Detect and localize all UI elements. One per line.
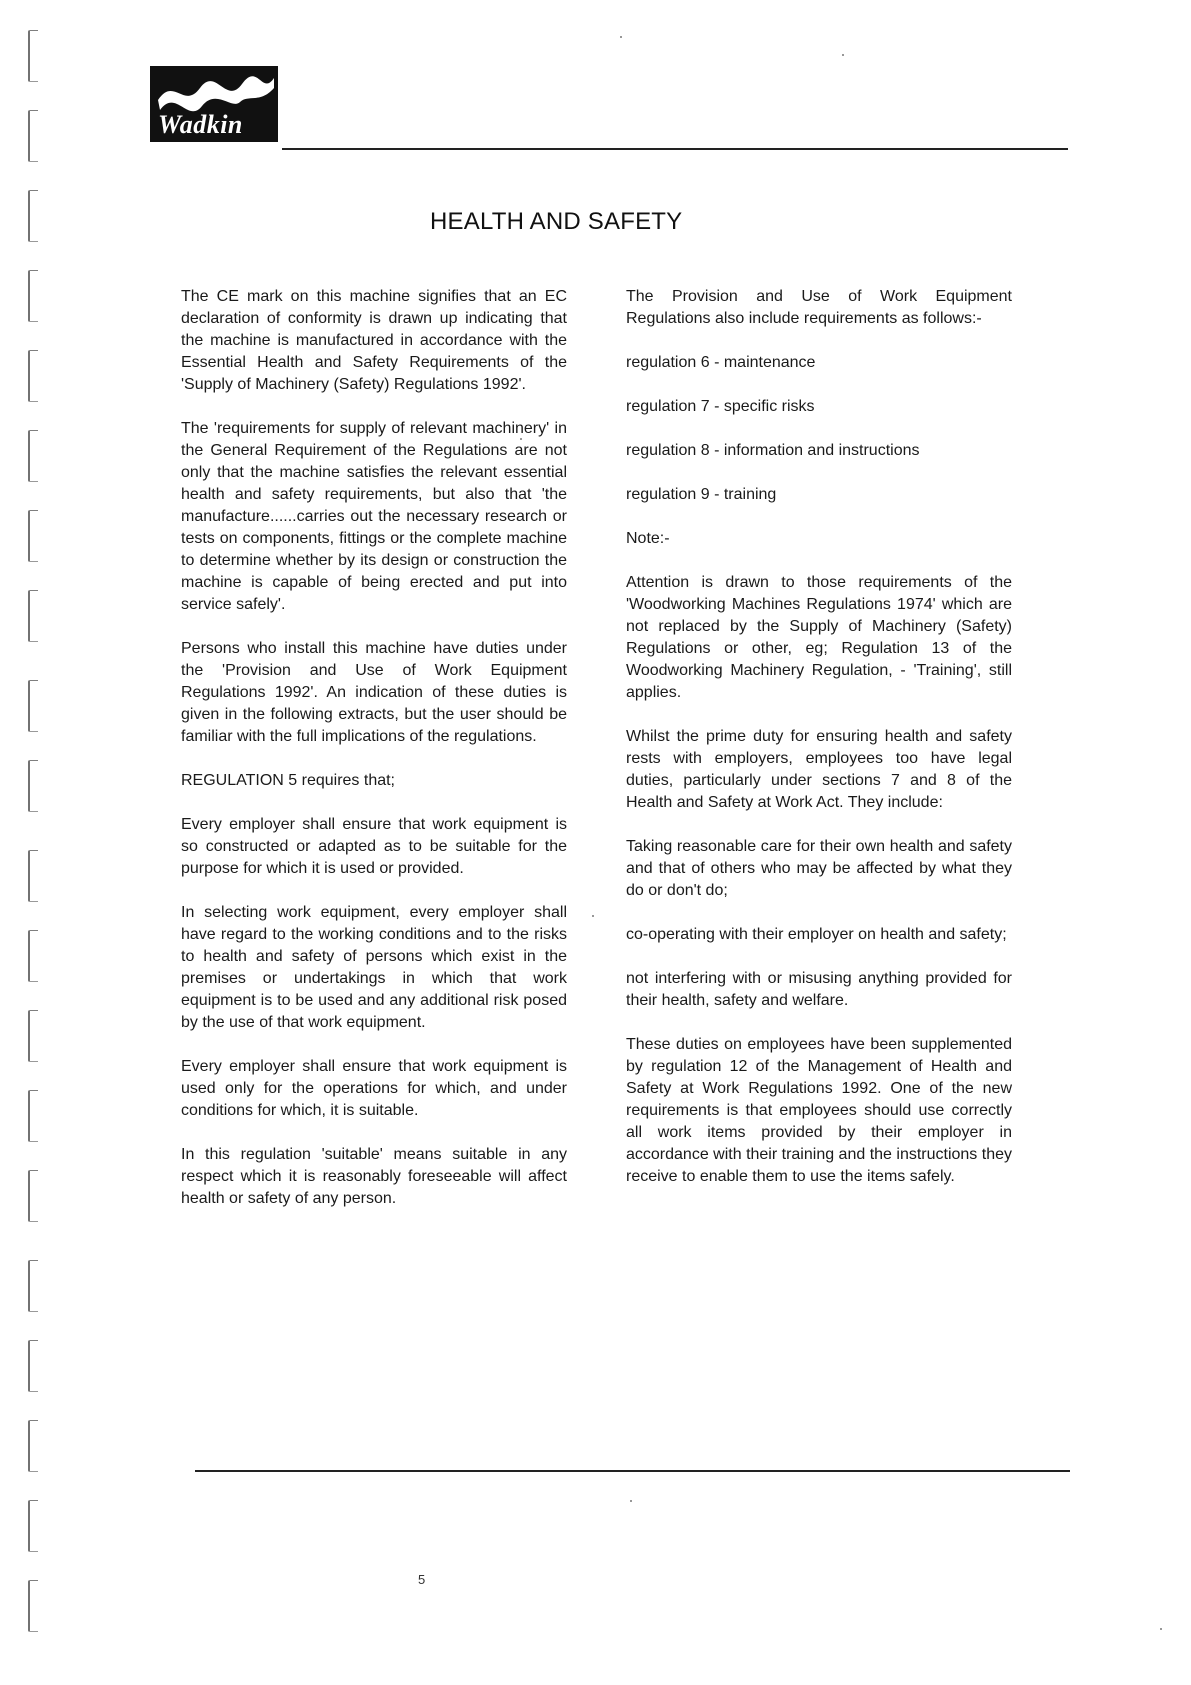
paragraph: Persons who install this machine have duties under the 'Provision and Use of Work Equipment Regulations 1992'. An indication of these duties is given in the following extracts, but the user should be familiar with the full implications of the regulations. [181, 640, 567, 745]
binder-mark [28, 190, 38, 242]
scan-speck [630, 1500, 632, 1502]
left-column [181, 286, 567, 1232]
binder-mark [28, 1340, 38, 1392]
binder-mark [28, 680, 38, 732]
paragraph: co-operating with their employer on health and safety; [626, 926, 1007, 943]
binder-mark [28, 1090, 38, 1142]
paragraph: In this regulation 'suitable' means suitable in any respect which it is reasonably foreseeable will affect health or safety of any person. [181, 1146, 567, 1207]
paragraph: REGULATION 5 requires that; [181, 772, 395, 789]
list-item: regulation 7 - specific risks [626, 398, 815, 415]
paragraph: The 'requirements for supply of relevant machinery' in the General Requirement of the Regulations are not only that the machine satisfies the relevant essential health and safety requirements, but also that 'the manufacture......carries out the necessary research or tests on components, fittings or the complete machine to determine whether by its design or construction the machine is capable of being erected and put into service safely'. [181, 420, 567, 613]
paragraph: Whilst the prime duty for ensuring health and safety rests with employers, employees too have legal duties, particularly under sections 7 and 8 of the Health and Safety at Work Act. They include: [626, 728, 1012, 811]
binder-mark [28, 1170, 38, 1222]
binder-mark [28, 760, 38, 812]
footer-rule [195, 1470, 1070, 1472]
right-column [626, 286, 1012, 1210]
paragraph: Attention is drawn to those requirements of the 'Woodworking Machines Regulations 1974' which are not replaced by the Supply of Machinery (Safety) Regulations or other, eg; Regulation 13 of the Woodworking Machinery Regulation, - 'Training', still applies. [626, 574, 1012, 701]
paragraph: Every employer shall ensure that work equipment is used only for the operations for which, and under conditions for which, it is suitable. [181, 1058, 567, 1119]
binder-mark [28, 1260, 38, 1312]
paragraph: Taking reasonable care for their own health and safety and that of others who may be affected by what they do or don't do; [626, 838, 1012, 899]
binder-mark [28, 590, 38, 642]
scan-speck [842, 54, 844, 56]
paragraph: Every employer shall ensure that work equipment is so constructed or adapted as to be suitable for the purpose for which it is used or provided. [181, 816, 567, 877]
list-item: regulation 6 - maintenance [626, 354, 816, 371]
note-heading: Note:- [626, 530, 670, 547]
header-rule [282, 148, 1068, 150]
binder-mark [28, 350, 38, 402]
binder-mark [28, 1420, 38, 1472]
binder-mark [28, 1010, 38, 1062]
binder-mark [28, 850, 38, 902]
binder-mark [28, 510, 38, 562]
logo-text: Wadkin [158, 110, 243, 139]
binder-mark [28, 110, 38, 162]
paragraph: not interfering with or misusing anything provided for their health, safety and welfare. [626, 970, 1012, 1009]
binder-mark [28, 1580, 38, 1632]
paragraph: The CE mark on this machine signifies that an EC declaration of conformity is drawn up indicating that the machine is manufactured in accordance with the Essential Health and Safety Requirements of the 'Supply of Machinery (Safety) Regulations 1992'. [181, 288, 567, 393]
list-item: regulation 9 - training [626, 486, 777, 503]
wadkin-logo [150, 66, 278, 142]
page-number: 5 [418, 1572, 426, 1587]
binder-mark [28, 270, 38, 322]
scan-speck [620, 36, 622, 38]
list-item: regulation 8 - information and instructions [626, 442, 920, 459]
scan-speck [592, 915, 594, 917]
scan-speck [1160, 1628, 1162, 1630]
binder-mark [28, 430, 38, 482]
binder-mark [28, 1500, 38, 1552]
scan-speck [520, 438, 522, 440]
paragraph: The Provision and Use of Work Equipment Regulations also include requirements as follows:- [626, 288, 1012, 327]
paragraph: In selecting work equipment, every employer shall have regard to the working conditions and to the risks to health and safety of persons which exist in the premises or undertakings in which that work equipment is to be used and any additional risk posed by the use of that work equipment. [181, 904, 567, 1031]
binder-mark [28, 30, 38, 82]
page-title: HEALTH AND SAFETY [430, 208, 683, 235]
paragraph: These duties on employees have been supplemented by regulation 12 of the Management of Health and Safety at Work Regulations 1992. One of the new requirements is that employees should use correctly all work items provided by their employer in accordance with their training and the instructions they receive to enable them to use the items safely. [626, 1036, 1012, 1185]
binder-mark [28, 930, 38, 982]
